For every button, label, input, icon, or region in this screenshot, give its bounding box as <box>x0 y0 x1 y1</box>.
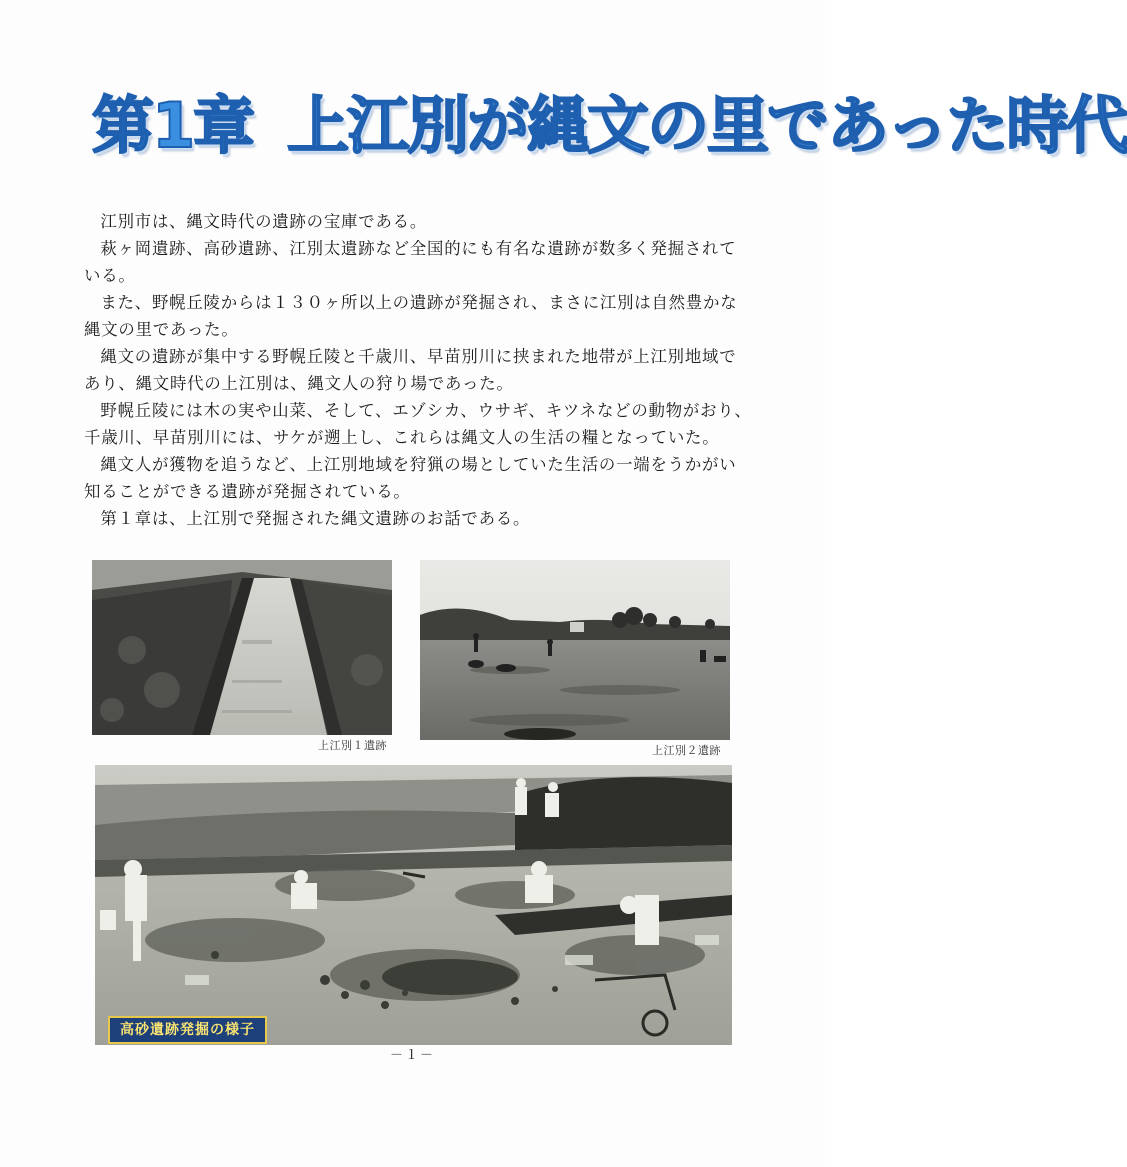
paragraph: 江別市は、縄文時代の遺跡の宝庫である。 <box>100 212 428 231</box>
paragraph: 縄文人が獲物を追うなど、上江別地域を狩猟の場としていた生活の一端をうかがい知ることができる遺跡が発掘されている。 <box>84 455 737 501</box>
excavation-photo-image <box>95 765 732 1045</box>
caption-site1: 上江別１遺跡 <box>318 739 387 752</box>
body-text <box>84 208 752 532</box>
page-number: －１－ <box>389 1048 435 1063</box>
photo-site2-field <box>420 560 730 740</box>
paragraph: 第１章は、上江別で発掘された縄文遺跡のお話である。 <box>100 509 531 528</box>
paragraph: 萩ヶ岡遺跡、高砂遺跡、江別太遺跡など全国的にも有名な遺跡が数多く発掘されている。 <box>84 239 737 285</box>
paragraph: 縄文の遺跡が集中する野幌丘陵と千歳川、早苗別川に挟まれた地帯が上江別地域であり、縄文時代の上江別は、縄文人の狩り場であった。 <box>84 347 737 393</box>
chapter-number: 第1章 <box>92 89 254 162</box>
field-photo-image <box>420 560 730 740</box>
caption-excavation: 高砂遺跡発掘の様子 <box>108 1016 267 1044</box>
paragraph: また、野幌丘陵からは１３０ヶ所以上の遺跡が発掘され、まさに江別は自然豊かな縄文の里であった。 <box>84 293 738 339</box>
chapter-title <box>92 88 1127 164</box>
caption-site2: 上江別２遺跡 <box>652 744 721 757</box>
photo-takasago-excavation <box>95 765 732 1045</box>
trench-photo-image <box>92 560 392 735</box>
paragraph: 野幌丘陵には木の実や山菜、そして、エゾシカ、ウサギ、キツネなどの動物がおり、千歳川、早苗別川には、サケが遡上し、これらは縄文人の生活の糧となっていた。 <box>84 401 752 447</box>
chapter-title-text: 上江別が縄文の里であった時代 <box>287 89 1127 162</box>
photo-site1-trench <box>92 560 392 735</box>
